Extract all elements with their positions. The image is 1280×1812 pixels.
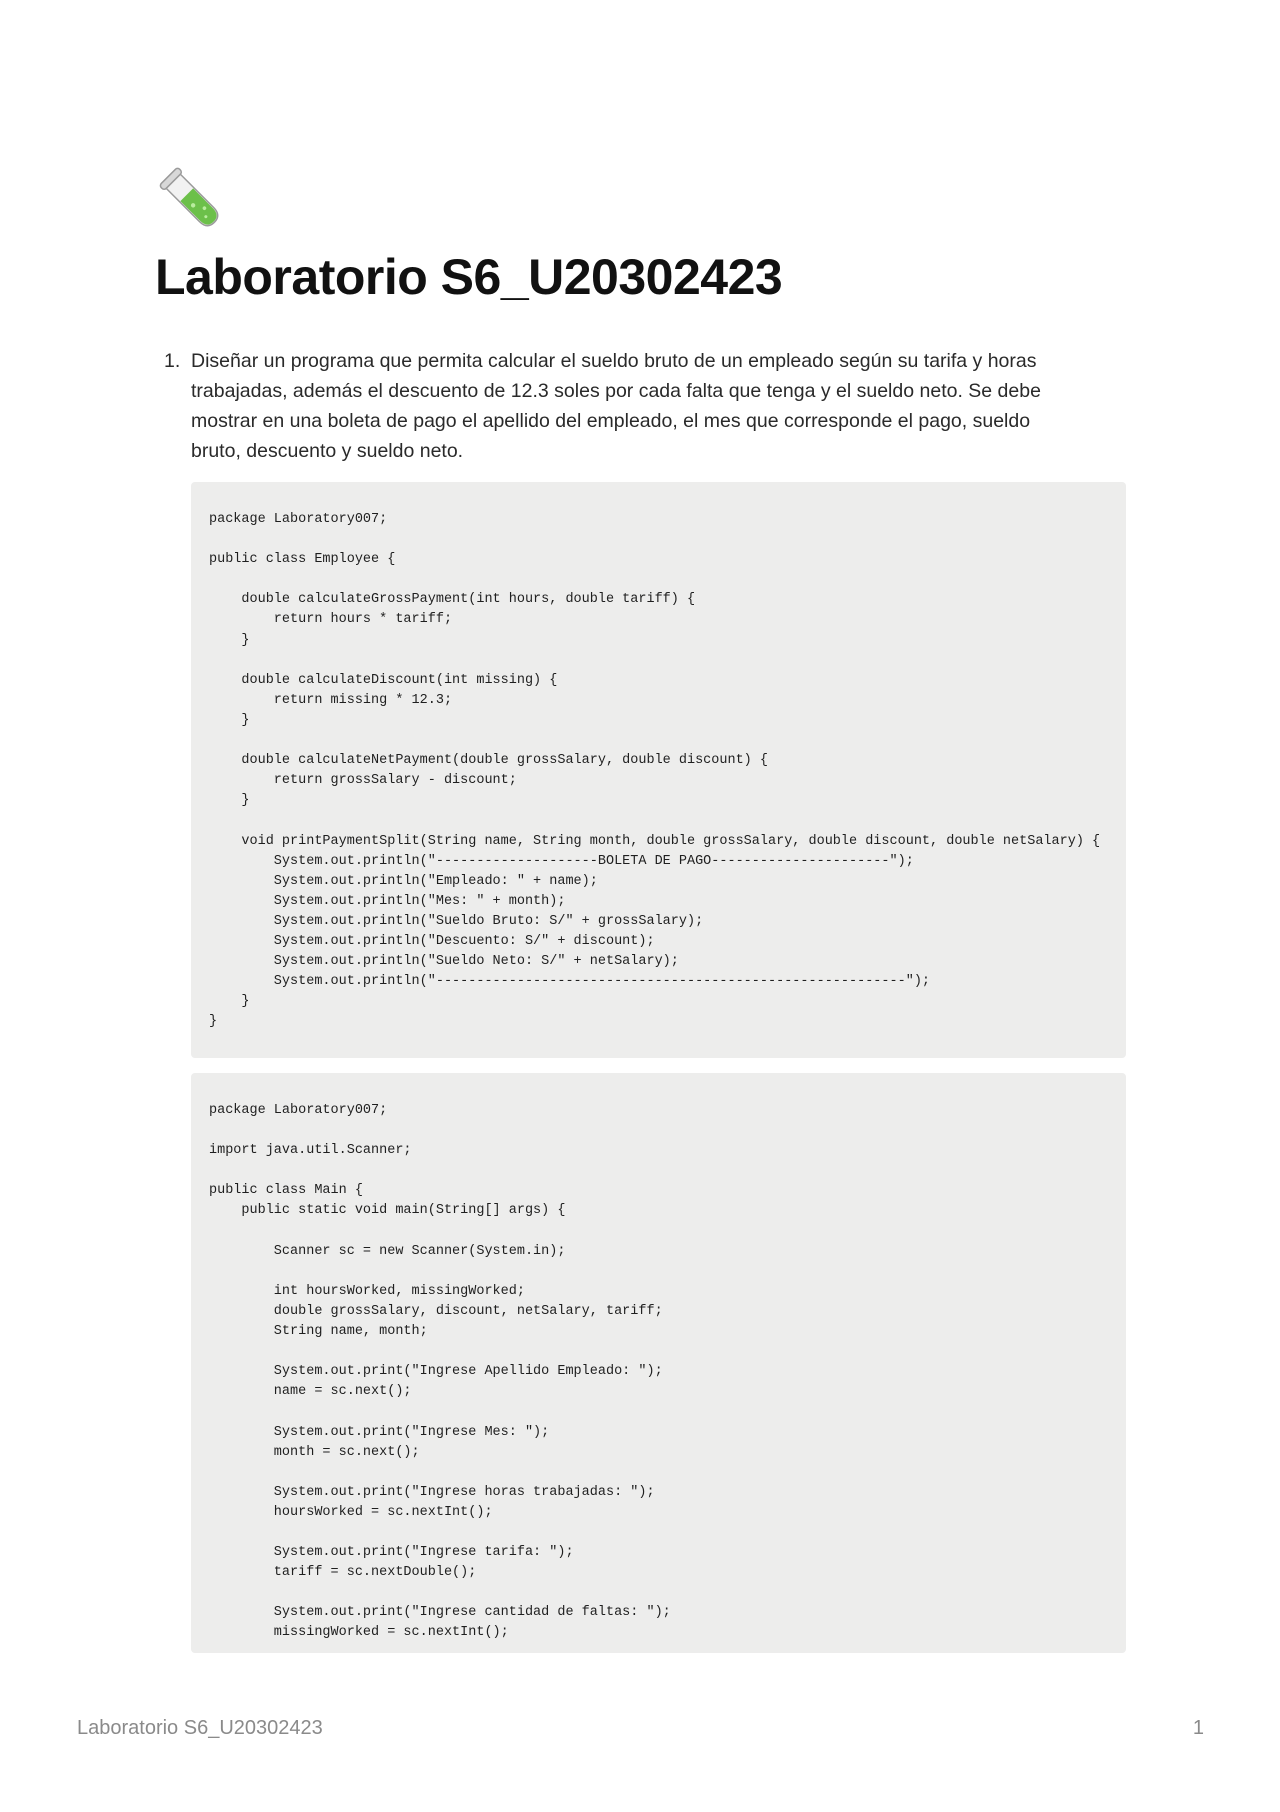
page-title: Laboratorio S6_U20302423 [155,249,783,305]
code-text: package Laboratory007; public class Employee { double calculateGrossPayment(int hours, double tariff) { return hours * tariff; } double calculateDiscount(int missing) { return missing * 12.3; } double calculateNetPayment(double grossSalary, double discount) { return grossSalary - discount; } void printPaymentSplit(String name, String month, double grossSalary, double discount, double netSalary) { System.out.println("--------------------BOLETA DE PAGO----------------------"); System.out.println("Empleado: " + name); System.out.println("Mes: " + month); System.out.println("Sueldo Bruto: S/" + grossSalary); System.out.println("Descuento: S/" + discount); System.out.println("Sueldo Neto: S/" + netSalary); System.out.println("----------------------------------------------------------"); } } [209,512,1101,1030]
task-description: Diseñar un programa que permita calcular el sueldo bruto de un empleado según su tarifa y horas trabajadas, además el descuento de 12.3 soles por cada falta que tenga y el sueldo neto. Se debe mostrar en una boleta de pago el apellido del empleado, el mes que corresponde el pago, sueldo bruto, descuento y sueldo neto. [191,350,1041,462]
page-number: 1 [1192,1717,1204,1739]
footer-title: Laboratorio S6_U20302423 [77,1717,323,1739]
code-block-main [191,1073,1126,1653]
code-text: package Laboratory007; import java.util.Scanner; public class Main { public static void main(String[] args) { Scanner sc = new Scanner(System.in); int hoursWorked, missingWorked; double grossSalary, discount, netSalary, tariff; String name, month; System.out.print("Ingrese Apellido Empleado: "); name = sc.next(); System.out.print("Ingrese Mes: "); month = sc.next(); System.out.print("Ingrese horas trabajadas: "); hoursWorked = sc.nextInt(); System.out.print("Ingrese tarifa: "); tariff = sc.nextDouble(); System.out.print("Ingrese cantidad de faltas: "); missingWorked = sc.nextInt(); [209,1103,671,1641]
code-block-employee [191,482,1126,1058]
test-tube-icon [155,163,227,235]
task-number: 1. [164,350,181,372]
task-item [164,346,1064,466]
